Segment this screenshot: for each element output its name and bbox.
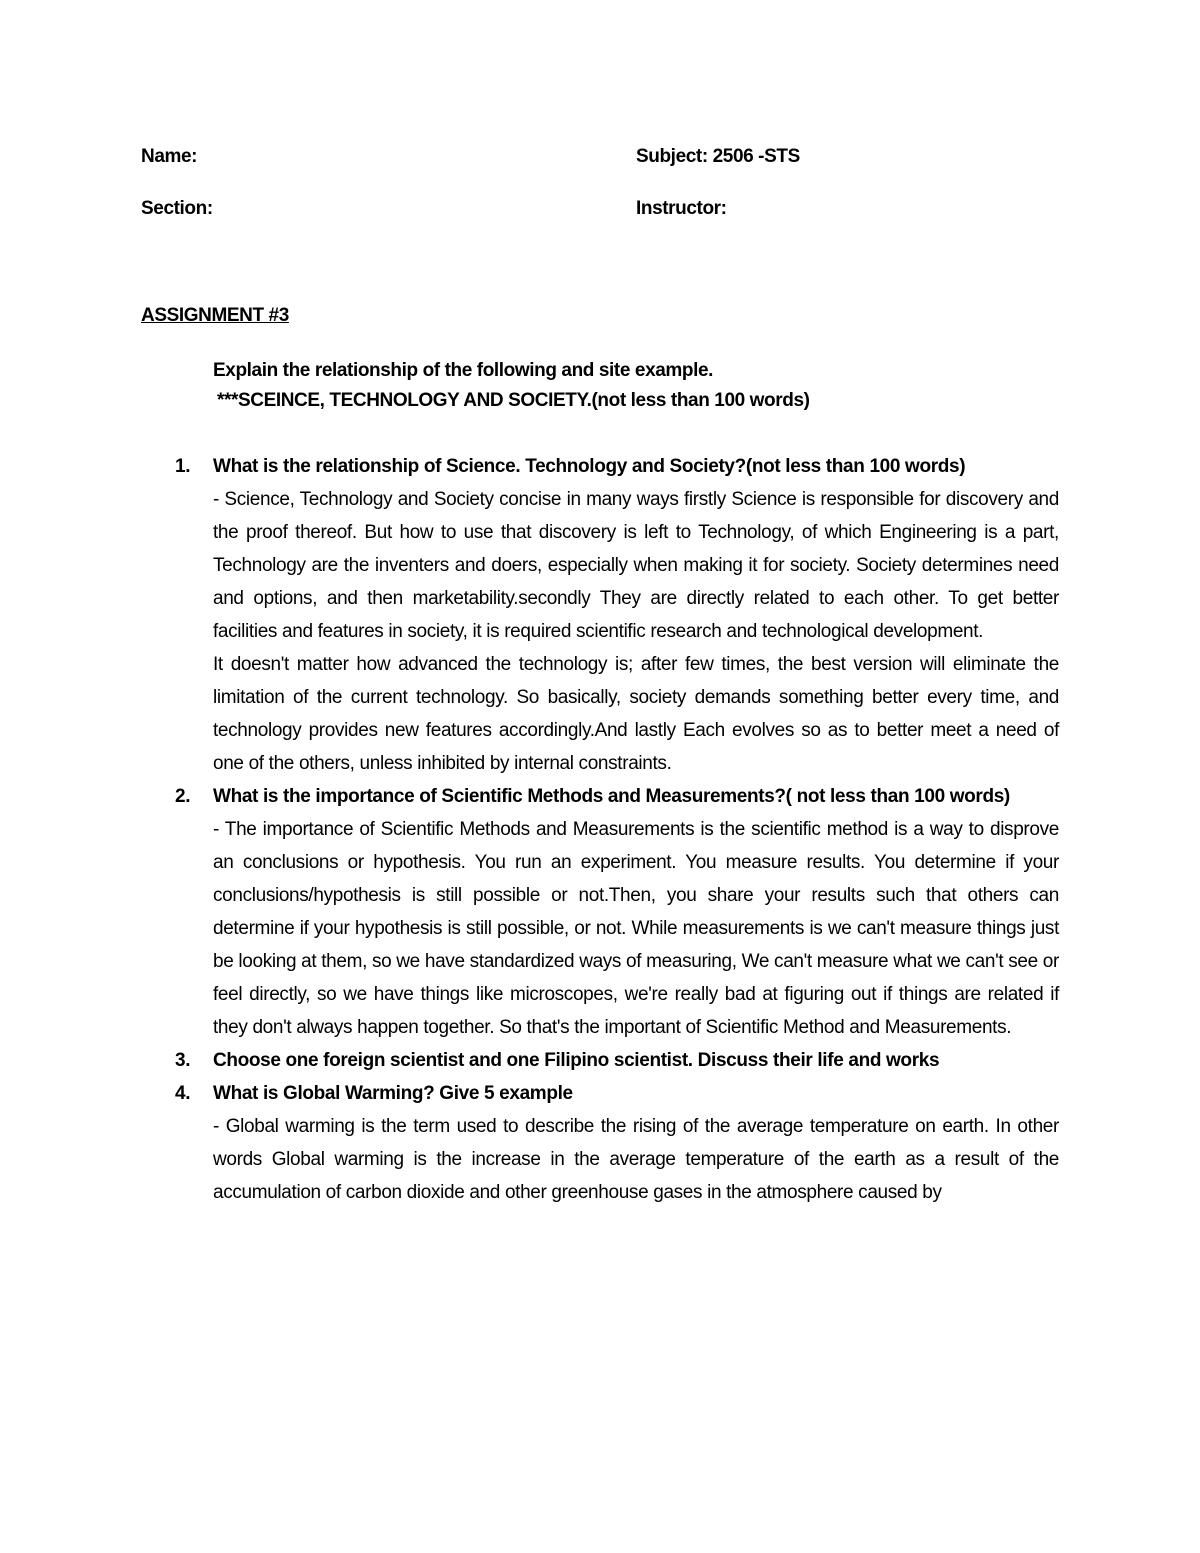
question-number: 3. xyxy=(175,1050,191,1071)
answer-paragraph: - The importance of Scientific Methods and Measurements is the scientific method is a way to disprove an conclusions or hypothesis. You run an experiment. You measure results. You determine if your conclusions/hypothesis is still possible or not.Then, you share your results such that others can determine if your hypothesis is still possible, or not. While measurements is we can't measure things just be looking at them, so we have standardized ways of measuring, We can't measure what we can't see or feel directly, so we have things like microscopes, we're really bad at figuring out if things are related if they don't always happen together. So that's the important of Scientific Method and Measurements. xyxy=(213,819,1059,1038)
question-text: What is the relationship of Science. Technology and Society?(not less than 100 words) xyxy=(213,456,966,477)
question-text: What is Global Warming? Give 5 example xyxy=(213,1083,573,1104)
section-label: Section: xyxy=(141,198,213,219)
instructor-label: Instructor: xyxy=(636,198,727,219)
name-label: Name: xyxy=(141,146,198,167)
topic: ***SCEINCE, TECHNOLOGY AND SOCIETY.(not less than 100 words) xyxy=(217,390,810,411)
answer-paragraph: - Global warming is the term used to describe the rising of the average temperature on earth. In other words Global warming is the increase in the average temperature of the earth as a result of the accumulation of carbon dioxide and other greenhouse gases in the atmosphere caused by xyxy=(213,1116,1059,1203)
question-number: 4. xyxy=(175,1083,191,1104)
question-text: Choose one foreign scientist and one Filipino scientist. Discuss their life and works xyxy=(213,1050,940,1071)
question-number: 2. xyxy=(175,786,191,807)
assignment-title: ASSIGNMENT #3 xyxy=(141,305,289,326)
question-item xyxy=(175,450,1059,780)
answer-paragraph: It doesn't matter how advanced the technology is; after few times, the best version will eliminate the limitation of the current technology. So basically, society demands something better every time, and technology provides new features accordingly.And lastly Each evolves so as to better meet a need of one of the others, unless inhibited by internal constraints. xyxy=(213,654,1059,774)
subject-label: Subject: 2506 -STS xyxy=(636,146,800,167)
question-item xyxy=(175,780,1059,1044)
question-item xyxy=(175,1077,1059,1209)
answer-paragraph: - Science, Technology and Society concise in many ways firstly Science is responsible for discovery and the proof thereof. But how to use that discovery is left to Technology, of which Engineering is a part, Technology are the inventers and doers, especially when making it for society. Society determines need and options, and then marketability.secondly They are directly related to each other. To get better facilities and features in society, it is required scientific research and technological development. xyxy=(213,489,1059,642)
question-item xyxy=(175,1044,1059,1077)
question-list xyxy=(175,450,1059,1209)
question-text: What is the importance of Scientific Methods and Measurements?( not less than 100 words) xyxy=(213,786,1010,807)
instruction: Explain the relationship of the following and site example. xyxy=(213,360,714,381)
question-number: 1. xyxy=(175,456,191,477)
